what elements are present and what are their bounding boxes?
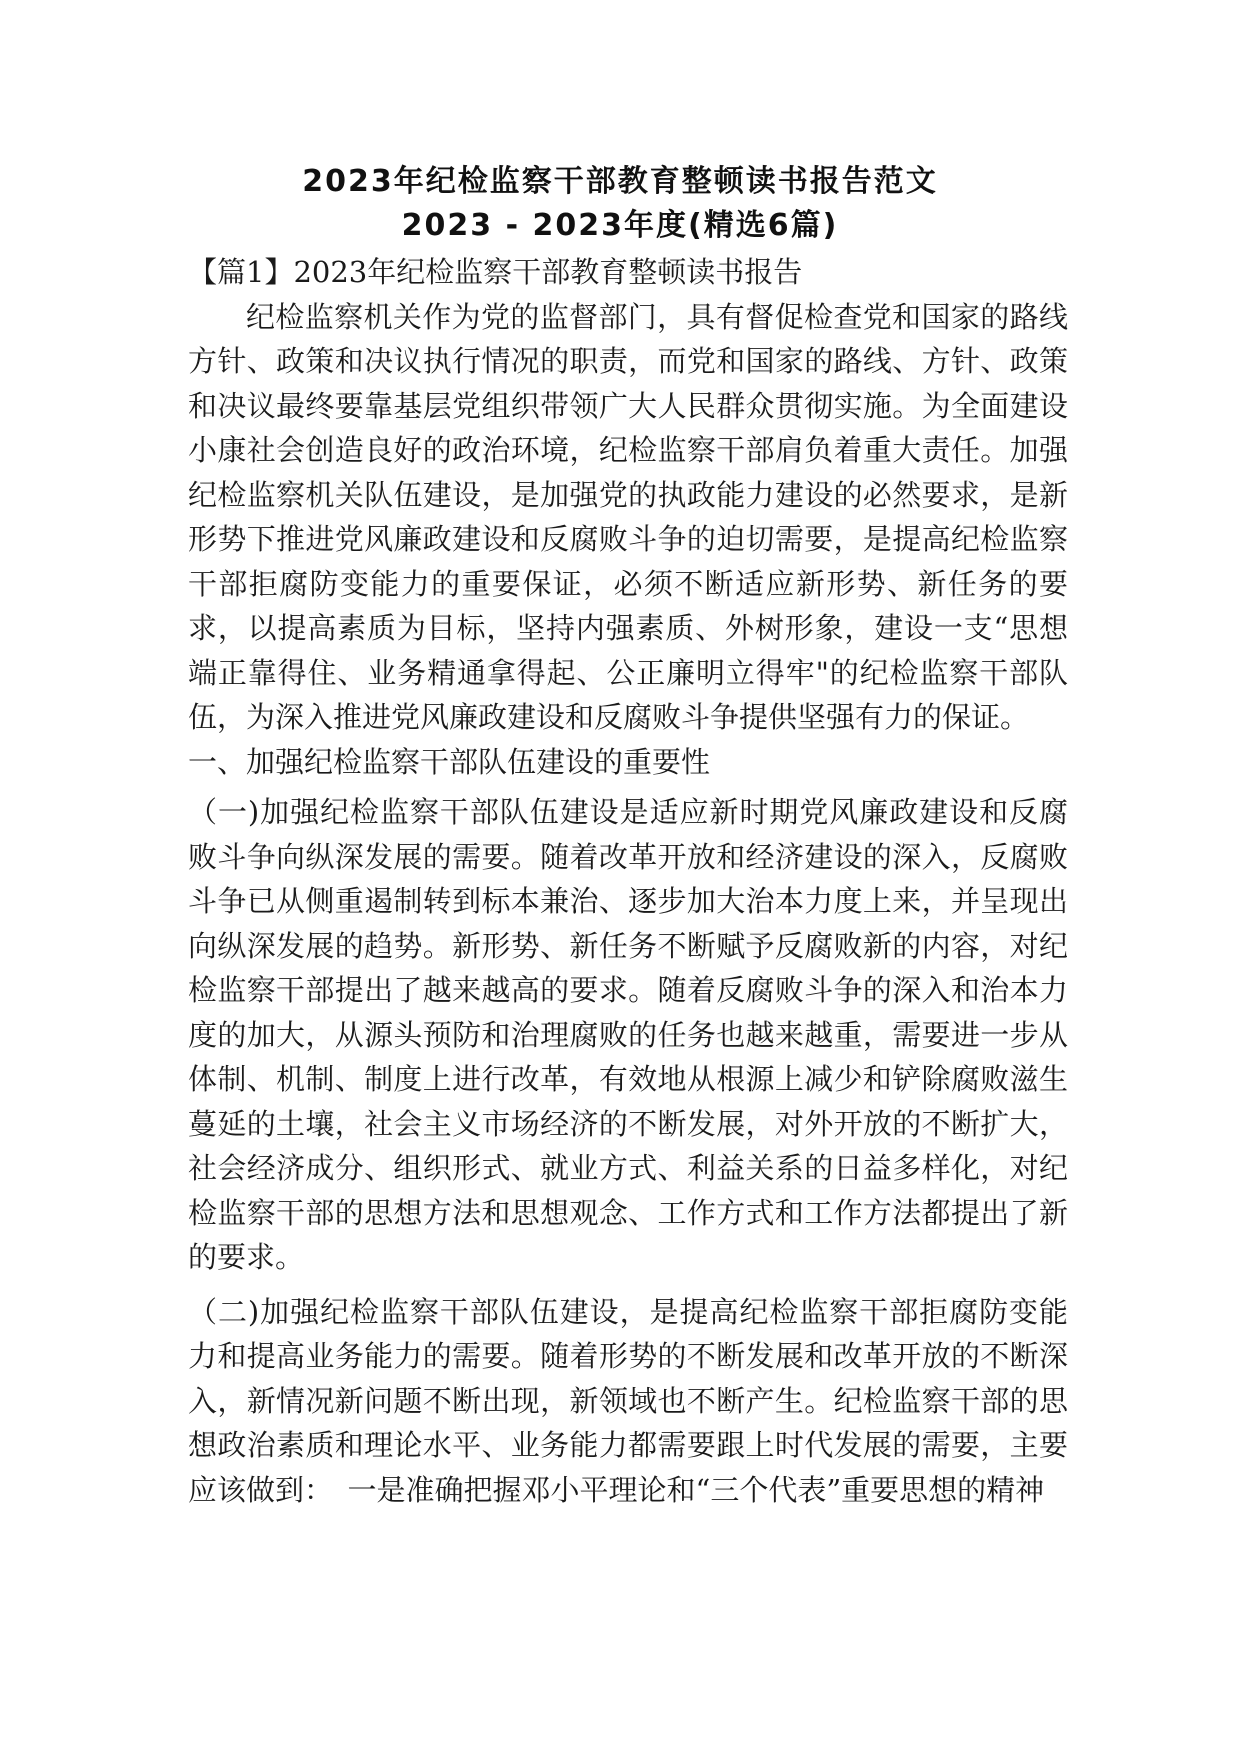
title-line-main: 2023年纪检监察干部教育整顿读书报告范文: [302, 164, 938, 199]
paragraph-section-1: （一)加强纪检监察干部队伍建设是适应新时期党风廉政建设和反腐败斗争向纵深发展的需要。随着改革开放和经济建设的深入，反腐败斗争已从侧重遏制转到标本兼治、逐步加大治本力度上来，并呈现出向纵深发展的趋势。新形势、新任务不断赋予反腐败新的内容，对纪检监察干部提出了越来越高的要求。随着反腐败斗争的深入和治本力度的加大，从源头预防和治理腐败的任务也越来越重，需要进一步从体制、机制、制度上进行改革，有效地从根源上减少和铲除腐败滋生蔓延的土壤，社会主义市场经济的不断发展，对外开放的不断扩大，社会经济成分、组织形式、就业方式、利益关系的日益多样化，对纪 检监察干部的思想方法和思想观念、工作方式和工作方法都提出了新 的要求。: [188, 795, 1068, 1274]
title-line-subtitle: 2023 - 2023年度(精选6篇): [401, 208, 839, 243]
document-body: [188, 250, 1068, 1512]
document-title: [0, 160, 1240, 248]
paragraph-section-2: （二)加强纪检监察干部队伍建设，是提高纪检监察干部拒腐防变能力和提高业务能力的需要。随着形势的不断发展和改革开放的不断深入，新情况新问题不断出现，新领域也不断产生。纪检监察干部的思想政治素质和理论水平、业务能力都需要跟上时代发展的需要，主要应该做到： 一是准确把握邓小平理论和“三个代表”重要思想的精神: [188, 1294, 1068, 1507]
article-heading: 【篇1】2023年纪检监察干部教育整顿读书报告: [188, 255, 803, 289]
paragraph-intro: 纪检监察机关作为党的监督部门，具有督促检查党和国家的路线方针、政策和决议执行情况的职责，而党和国家的路线、方针、政策和决议最终要靠基层党组织带领广大人民群众贯彻实施。为全面建设小康社会创造良好的政治环境，纪检监察干部肩负着重大责任。加强纪检监察机关队伍建设，是加强党的执政能力建设的必然要求，是新形势下推进党风廉政建设和反腐败斗争的迫切需要，是提高纪检监察干部拒腐防变能力的重要保证，必须不断适应新形势、新任务的要求，以提高素质为目标，坚持内强素质、外树形象，建设一支“思想端正靠得住、业务精通拿得起、公正廉明立得牢"的纪检监察干部队伍，为深入推进党风廉政建设和反腐败斗争提供坚强有力的保证。: [188, 299, 1068, 734]
section-heading: 一、加强纪检监察干部队伍建设的重要性: [188, 744, 711, 779]
